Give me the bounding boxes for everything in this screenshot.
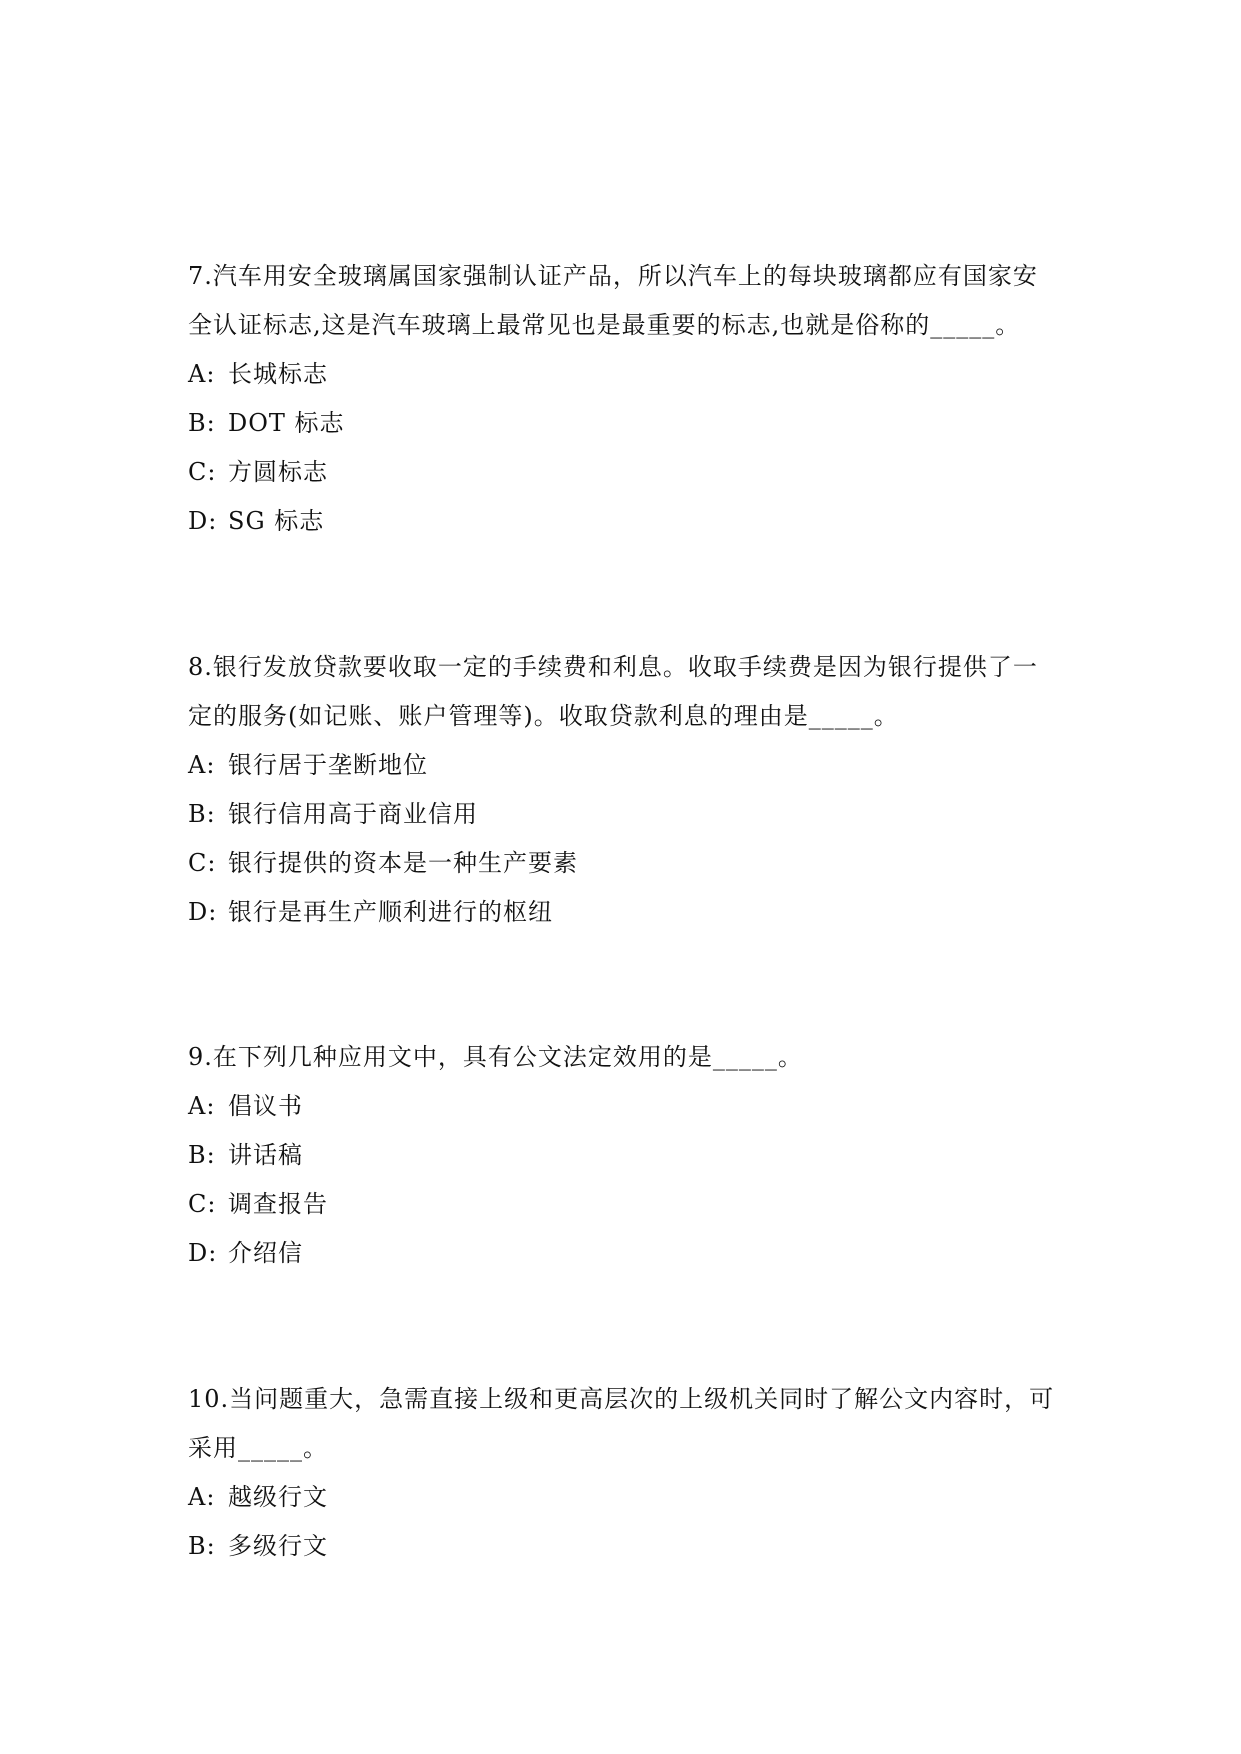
question-stem: 9.在下列几种应用文中，具有公文法定效用的是_____。 [188, 1043, 803, 1071]
question-stem: 10.当问题重大，急需直接上级和更高层次的上级机关同时了解公文内容时，可采用_____。 [188, 1385, 1055, 1462]
option-letter: A: [188, 751, 216, 779]
option-letter: B: [188, 1532, 216, 1560]
option-a [188, 1473, 1058, 1522]
option-letter: A: [188, 1483, 216, 1511]
option-letter: A: [188, 1092, 216, 1120]
option-letter: A: [188, 360, 216, 388]
option-b [188, 1522, 1058, 1571]
question-stem: 8.银行发放贷款要收取一定的手续费和利息。收取手续费是因为银行提供了一定的服务(如记账、账户管理等)。收取贷款利息的理由是_____。 [188, 653, 1038, 730]
option-letter: B: [188, 409, 216, 437]
option-letter: C: [188, 1190, 217, 1218]
option-text: 越级行文 [228, 1483, 328, 1511]
option-text: DOT 标志 [228, 409, 345, 437]
option-letter: B: [188, 800, 216, 828]
option-letter: C: [188, 458, 217, 486]
question-8 [188, 643, 1058, 937]
option-text: 方圆标志 [228, 458, 328, 486]
option-text: 银行提供的资本是一种生产要素 [228, 849, 578, 877]
option-text: SG 标志 [228, 507, 325, 535]
question-7 [188, 252, 1058, 546]
option-d [188, 497, 1058, 546]
option-a [188, 350, 1058, 399]
question-9 [188, 1033, 1058, 1278]
option-b [188, 399, 1058, 448]
option-letter: D: [188, 898, 218, 926]
option-text: 倡议书 [228, 1092, 303, 1120]
option-text: 银行信用高于商业信用 [228, 800, 478, 828]
option-text: 银行是再生产顺利进行的枢纽 [228, 898, 553, 926]
option-b [188, 1131, 1058, 1180]
option-letter: D: [188, 1239, 218, 1267]
option-text: 多级行文 [228, 1532, 328, 1560]
option-text: 长城标志 [228, 360, 328, 388]
option-text: 银行居于垄断地位 [228, 751, 428, 779]
option-letter: C: [188, 849, 217, 877]
option-b [188, 790, 1058, 839]
option-c [188, 448, 1058, 497]
option-a [188, 741, 1058, 790]
option-a [188, 1082, 1058, 1131]
option-d [188, 1229, 1058, 1278]
option-c [188, 1180, 1058, 1229]
question-stem: 7.汽车用安全玻璃属国家强制认证产品，所以汽车上的每块玻璃都应有国家安全认证标志,这是汽车玻璃上最常见也是最重要的标志,也就是俗称的_____。 [188, 262, 1038, 339]
question-10 [188, 1375, 1058, 1571]
option-text: 介绍信 [228, 1239, 303, 1267]
option-text: 调查报告 [228, 1190, 328, 1218]
option-c [188, 839, 1058, 888]
option-text: 讲话稿 [228, 1141, 303, 1169]
option-letter: D: [188, 507, 218, 535]
option-d [188, 888, 1058, 937]
option-letter: B: [188, 1141, 216, 1169]
